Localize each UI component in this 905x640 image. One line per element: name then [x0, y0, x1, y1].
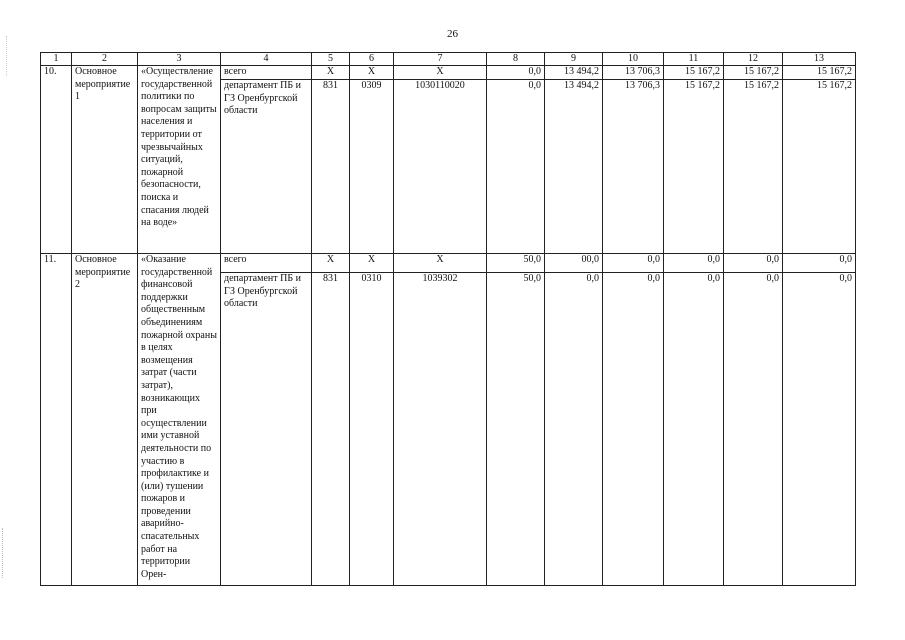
cell-amount: 13 494,2 — [545, 80, 603, 254]
cell-section: Х — [350, 66, 394, 80]
cell-amount: 15 167,2 — [664, 66, 724, 80]
cell-target-article: 1030110020 — [394, 80, 487, 254]
activity-name: «Осуществление государственной политики по вопросам защиты населения и территории от чрезвычайных ситуаций, пожарной безопасности, поиска и спасания людей на воде» — [138, 66, 221, 254]
column-header: 10 — [603, 53, 664, 66]
cell-amount: 0,0 — [487, 80, 545, 254]
funding-source: всего — [221, 254, 312, 273]
column-header: 8 — [487, 53, 545, 66]
page-number: 26 — [447, 28, 458, 40]
column-header: 2 — [72, 53, 138, 66]
column-header: 12 — [724, 53, 783, 66]
row-number: 10. — [41, 66, 72, 254]
cell-section: Х — [350, 254, 394, 273]
budget-table — [40, 52, 856, 586]
cell-amount: 0,0 — [603, 273, 664, 586]
column-header: 5 — [312, 53, 350, 66]
cell-amount: 50,0 — [487, 273, 545, 586]
column-header: 9 — [545, 53, 603, 66]
cell-amount: 0,0 — [487, 66, 545, 80]
cell-grbs: 831 — [312, 273, 350, 586]
cell-amount: 13 706,3 — [603, 66, 664, 80]
cell-grbs: Х — [312, 66, 350, 80]
cell-section: 0310 — [350, 273, 394, 586]
cell-target-article: Х — [394, 254, 487, 273]
cell-target-article: 1039302 — [394, 273, 487, 586]
cell-amount: 0,0 — [724, 273, 783, 586]
cell-target-article: Х — [394, 66, 487, 80]
cell-amount: 15 167,2 — [783, 66, 856, 80]
activity-name: «Оказание государственной финансовой поддержки общественным объединениям пожарной охраны в целях возмещения затрат (части затрат), возникающих при осуществлении ими уставной деятельности по участию в профилактике и (или) тушении пожаров и проведении аварийно-спасательных работ на территории Орен- — [138, 254, 221, 586]
funding-source: департамент ПБ и ГЗ Оренбургской области — [221, 273, 312, 586]
column-header: 1 — [41, 53, 72, 66]
cell-amount: 0,0 — [783, 273, 856, 586]
cell-section: 0309 — [350, 80, 394, 254]
cell-amount: 50,0 — [487, 254, 545, 273]
activity-type: Основное мероприятие 1 — [72, 66, 138, 254]
cell-amount: 15 167,2 — [724, 80, 783, 254]
cell-grbs: Х — [312, 254, 350, 273]
cell-amount: 0,0 — [603, 254, 664, 273]
cell-amount: 15 167,2 — [664, 80, 724, 254]
scan-margin-mark — [6, 36, 9, 76]
cell-amount: 15 167,2 — [783, 80, 856, 254]
table-row — [41, 254, 856, 273]
cell-amount: 0,0 — [783, 254, 856, 273]
cell-amount: 0,0 — [545, 273, 603, 586]
cell-amount: 15 167,2 — [724, 66, 783, 80]
column-header: 7 — [394, 53, 487, 66]
cell-amount: 00,0 — [545, 254, 603, 273]
cell-amount: 13 494,2 — [545, 66, 603, 80]
column-header: 11 — [664, 53, 724, 66]
column-number-row — [41, 53, 856, 66]
activity-type: Основное мероприятие 2 — [72, 254, 138, 586]
column-header: 6 — [350, 53, 394, 66]
cell-amount: 0,0 — [664, 254, 724, 273]
column-header: 3 — [138, 53, 221, 66]
cell-grbs: 831 — [312, 80, 350, 254]
column-header: 13 — [783, 53, 856, 66]
cell-amount: 0,0 — [664, 273, 724, 586]
cell-amount: 0,0 — [724, 254, 783, 273]
funding-source: департамент ПБ и ГЗ Оренбургской области — [221, 80, 312, 254]
column-header: 4 — [221, 53, 312, 66]
funding-source: всего — [221, 66, 312, 80]
scan-margin-mark — [2, 528, 5, 578]
row-number: 11. — [41, 254, 72, 586]
cell-amount: 13 706,3 — [603, 80, 664, 254]
table-row — [41, 66, 856, 80]
